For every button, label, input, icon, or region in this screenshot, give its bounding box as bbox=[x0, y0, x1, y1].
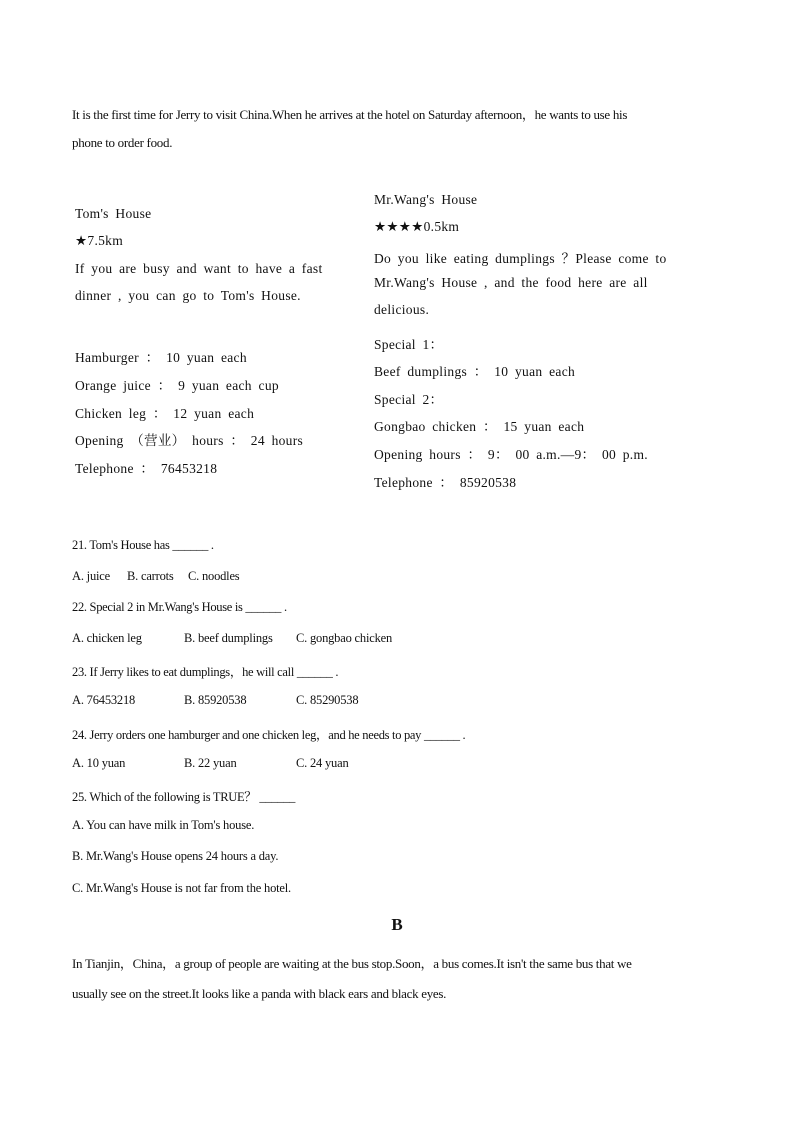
option-23-c[interactable]: C. 85290538 bbox=[296, 693, 359, 707]
option-23-a[interactable]: A. 76453218 bbox=[72, 693, 136, 707]
tom-menu-item: Orange juice ： 9 yuan each cup bbox=[75, 378, 279, 393]
question-22: 22. Special 2 in Mr.Wang's House is ______ . bbox=[72, 600, 287, 614]
tom-opening-hours: Opening （营业） hours ： 24 hours bbox=[75, 433, 304, 448]
wang-house-desc-3: delicious. bbox=[374, 302, 430, 317]
wang-house-desc-2: Mr.Wang's House , and the food here are all bbox=[374, 275, 648, 290]
option-25-a[interactable]: A. You can have milk in Tom's house. bbox=[72, 818, 255, 832]
wang-menu-item: Special 1： bbox=[374, 337, 444, 352]
option-21-a[interactable]: A. juice bbox=[72, 569, 110, 583]
tom-house-desc-2: dinner , you can go to Tom's House. bbox=[75, 288, 301, 303]
wang-house-desc-1: Do you like eating dumplings ？Please come to bbox=[374, 251, 667, 266]
section-b-line-2: usually see on the street.It looks like a panda with black ears and black eyes. bbox=[72, 986, 447, 1001]
option-22-c[interactable]: C. gongbao chicken bbox=[296, 631, 393, 645]
option-22-b[interactable]: B. beef dumplings bbox=[184, 631, 273, 645]
tom-house-desc-1: If you are busy and want to have a fast bbox=[75, 261, 323, 276]
wang-house-rating: ★★★★0.5km bbox=[374, 219, 460, 234]
question-24: 24. Jerry orders one hamburger and one chicken leg，and he needs to pay ______ . bbox=[72, 728, 466, 742]
option-21-c[interactable]: C. noodles bbox=[188, 569, 240, 583]
section-b-title: B bbox=[391, 915, 403, 934]
tom-menu-item: Hamburger ： 10 yuan each bbox=[75, 350, 247, 365]
tom-menu-item: Chicken leg ： 12 yuan each bbox=[75, 406, 255, 421]
option-23-b[interactable]: B. 85920538 bbox=[184, 693, 247, 707]
option-22-a[interactable]: A. chicken leg bbox=[72, 631, 142, 645]
wang-menu-item: Special 2： bbox=[374, 392, 444, 407]
option-21-b[interactable]: B. carrots bbox=[127, 569, 174, 583]
intro-line-1: It is the first time for Jerry to visit China.When he arrives at the hotel on Saturday afternoon，he wants to use his bbox=[72, 107, 628, 122]
tom-telephone: Telephone ： 76453218 bbox=[75, 461, 218, 476]
intro-line-2: phone to order food. bbox=[72, 135, 173, 150]
option-24-c[interactable]: C. 24 yuan bbox=[296, 756, 349, 770]
tom-house-name: Tom's House bbox=[75, 206, 152, 221]
option-24-b[interactable]: B. 22 yuan bbox=[184, 756, 237, 770]
option-25-b[interactable]: B. Mr.Wang's House opens 24 hours a day. bbox=[72, 849, 279, 863]
tom-house-rating: ★7.5km bbox=[75, 233, 124, 248]
question-23: 23. If Jerry likes to eat dumplings，he will call ______ . bbox=[72, 665, 339, 679]
wang-menu-item: Gongbao chicken ： 15 yuan each bbox=[374, 419, 585, 434]
wang-menu-item: Beef dumplings ： 10 yuan each bbox=[374, 364, 576, 379]
wang-telephone: Telephone ： 85920538 bbox=[374, 475, 517, 490]
wang-opening-hours: Opening hours ： 9： 00 a.m.—9： 00 p.m. bbox=[374, 447, 648, 462]
option-25-c[interactable]: C. Mr.Wang's House is not far from the hotel. bbox=[72, 881, 291, 895]
question-21: 21. Tom's House has ______ . bbox=[72, 538, 214, 552]
wang-house-name: Mr.Wang's House bbox=[374, 192, 478, 207]
question-25: 25. Which of the following is TRUE？ ______ bbox=[72, 790, 296, 804]
option-24-a[interactable]: A. 10 yuan bbox=[72, 756, 126, 770]
section-b-line-1: In Tianjin，China，a group of people are waiting at the bus stop.Soon，a bus comes.It isn't the same bus that we bbox=[72, 956, 632, 971]
